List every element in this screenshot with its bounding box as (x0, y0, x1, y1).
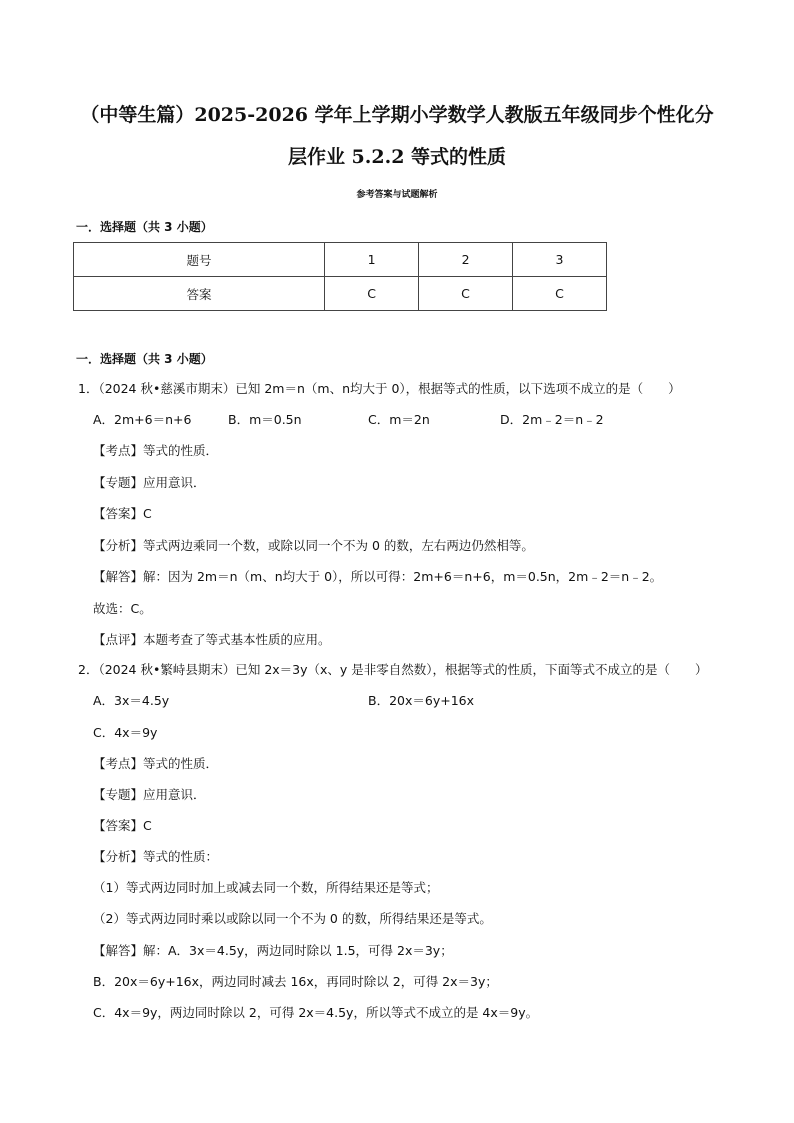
q2-solution-b: B．20x＝6y+16x，两边同时减去 16x，再同时除以 2，可得 2x＝3y； (93, 974, 498, 989)
q1-comment: 【点评】本题考查了等式基本性质的应用。 (93, 632, 331, 647)
document-title-line2: 层作业 5.2.2 等式的性质 (287, 146, 507, 168)
q2-option-c: C．4x＝9y (93, 725, 158, 740)
table-row (74, 243, 607, 277)
question-2-stem: 2．（2024 秋•繁峙县期末）已知 2x＝3y（x、y 是非零自然数），根据等式的性质，下面等式不成立的是（ ） (78, 662, 708, 677)
q2-solution: 【解答】解：A．3x＝4.5y，两边同时除以 1.5，可得 2x＝3y； (93, 943, 453, 958)
table-cell: 3 (513, 243, 607, 277)
q1-choice: 故选：C。 (93, 601, 152, 616)
table-cell: C (513, 277, 607, 311)
q1-option-c: C．m＝2n (368, 412, 430, 427)
section-heading-questions: 一．选择题（共 3 小题） (76, 352, 213, 366)
table-cell: 1 (325, 243, 419, 277)
q1-answer: 【答案】C (93, 506, 152, 521)
q2-analysis-point-2: （2）等式两边同时乘以或除以同一个不为 0 的数，所得结果还是等式。 (93, 911, 492, 926)
document-title-line1: （中等生篇）2025-2026 学年上学期小学数学人教版五年级同步个性化分 (80, 104, 714, 126)
q1-zhuanti: 【专题】应用意识． (93, 475, 206, 490)
q1-analysis: 【分析】等式两边乘同一个数，或除以同一个不为 0 的数，左右两边仍然相等。 (93, 538, 534, 553)
q2-solution-c: C．4x＝9y，两边同时除以 2，可得 2x＝4.5y，所以等式不成立的是 4x＝9y。 (93, 1005, 539, 1020)
q2-option-b: B．20x＝6y+16x (368, 693, 475, 708)
question-1-stem: 1．（2024 秋•慈溪市期末）已知 2m＝n（m、n均大于 0），根据等式的性质，以下选项不成立的是（ ） (78, 381, 681, 396)
q1-option-b: B．m＝0.5n (228, 412, 302, 427)
table-cell: 题号 (74, 243, 325, 277)
q2-option-a: A．3x＝4.5y (93, 693, 170, 708)
q1-option-a: A．2m+6＝n+6 (93, 412, 192, 427)
q1-option-d: D．2m﹣2＝n﹣2 (500, 412, 604, 427)
q1-kaodian: 【考点】等式的性质． (93, 443, 219, 458)
q2-kaodian: 【考点】等式的性质． (93, 756, 219, 771)
q2-analysis: 【分析】等式的性质： (93, 849, 219, 864)
q2-analysis-point-1: （1）等式两边同时加上或减去同一个数，所得结果还是等式； (93, 880, 439, 895)
table-row (74, 277, 607, 311)
q2-answer: 【答案】C (93, 818, 152, 833)
table-cell: C (419, 277, 513, 311)
q1-solution: 【解答】解：因为 2m＝n（m、n均大于 0），所以可得：2m+6＝n+6，m＝0.5n，2m﹣2＝n﹣2。 (93, 569, 663, 584)
document-subtitle: 参考答案与试题解析 (356, 190, 438, 200)
table-cell: 答案 (74, 277, 325, 311)
q2-zhuanti: 【专题】应用意识． (93, 787, 206, 802)
table-cell: 2 (419, 243, 513, 277)
table-cell: C (325, 277, 419, 311)
answer-table (73, 242, 607, 311)
section-heading-answers: 一．选择题（共 3 小题） (76, 220, 213, 234)
